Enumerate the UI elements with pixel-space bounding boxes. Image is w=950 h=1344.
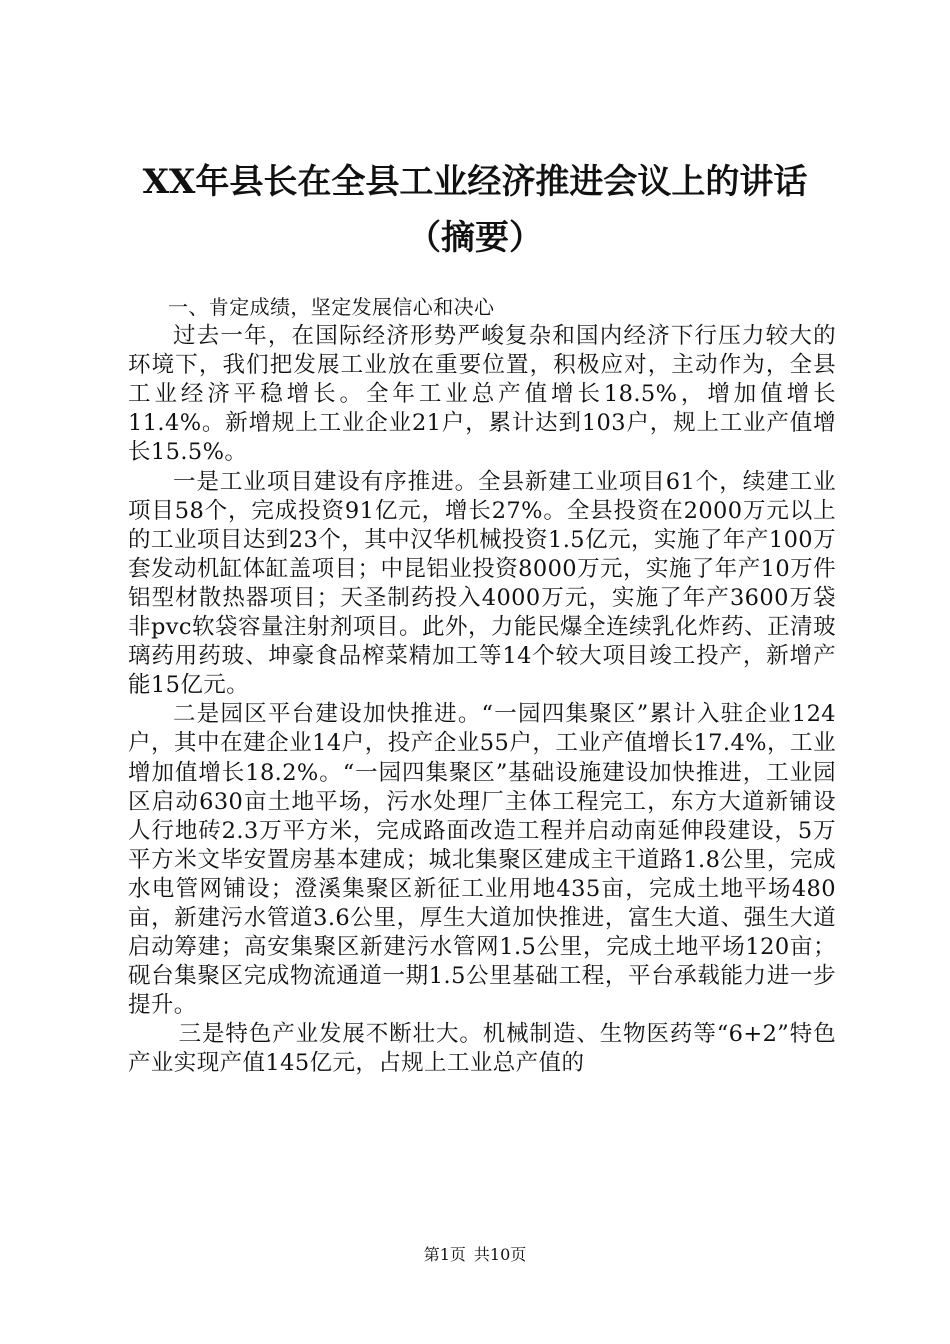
- document-title: XX年县长在全县工业经济推进会议上的讲话: [142, 162, 808, 202]
- document-subtitle: （摘要）: [407, 218, 543, 258]
- paragraph-projects: 一是工业项目建设有序推进。全县新建工业项目61个，续建工业项目58个，完成投资91亿元，增长27%。全县投资在2000万元以上的工业项目达到23个，其中汉华机械投资1.5亿元，实施了年产100万套发动机缸体缸盖项目；中昆铝业投资8000万元，实施了年产10万件铝型材散热器项目；天圣制药投入4000万元，实施了年产3600万袋非pvc软袋容量注射剂项目。此外，力能民爆全连续乳化炸药、正清玻璃药用药玻、坤豪食品榨菜精加工等14个较大项目竣工投产，新增产能15亿元。: [128, 468, 836, 699]
- page-footer: [0, 1245, 950, 1265]
- paragraph-industries: 三是特色产业发展不断壮大。机械制造、生物医药等“6+2”特色产业实现产值145亿元，占规上工业总产值的: [128, 1021, 836, 1077]
- page-number: 第1页: [423, 1245, 466, 1264]
- section-heading: 一、肯定成绩，坚定发展信心和决心: [168, 295, 495, 319]
- paragraph-overview: 过去一年，在国际经济形势严峻复杂和国内经济下行压力较大的环境下，我们把发展工业放在重要位置，积极应对，主动作为，全县工业经济平稳增长。全年工业总产值增长18.5%，增加值增长11.4%。新增规上工业企业21户，累计达到103户，规上工业产值增长15.5%。: [128, 323, 836, 466]
- document-body: [128, 293, 836, 1079]
- page-total: 共10页: [473, 1245, 527, 1264]
- paragraph-parks: 二是园区平台建设加快推进。“一园四集聚区”累计入驻企业124户，其中在建企业14户，投产企业55户，工业产值增长17.4%，工业增加值增长18.2%。“一园四集聚区”基础设施建设加快推进，工业园区启动630亩土地平场，污水处理厂主体工程完工，东方大道新铺设人行地砖2.3万平方米，完成路面改造工程并启动南延伸段建设，5万平方米文毕安置房基本建成；城北集聚区建成主干道路1.8公里，完成水电管网铺设；澄溪集聚区新征工业用地435亩，完成土地平场480亩，新建污水管道3.6公里，厚生大道加快推进，富生大道、强生大道启动筹建；高安集聚区新建污水管网1.5公里，完成土地平场120亩；砚台集聚区完成物流通道一期1.5公里基础工程，平台承载能力进一步提升。: [128, 701, 836, 1019]
